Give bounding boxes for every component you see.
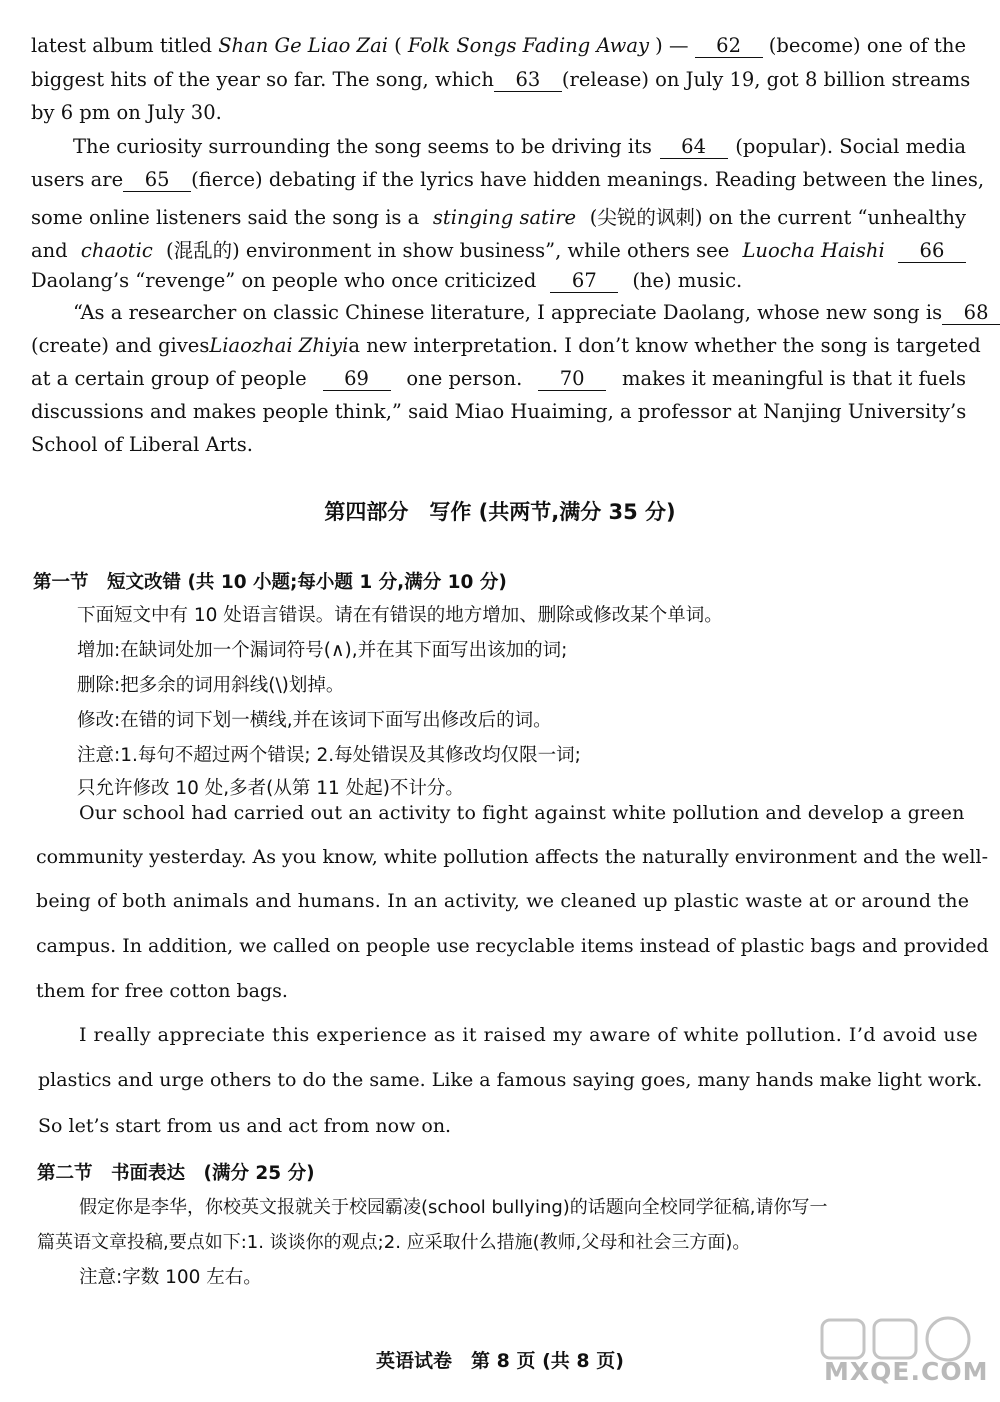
passage-line-6: some online listeners said the song is a stinging satire (尖锐的讽刺) on the current “unhealthy <box>31 206 966 229</box>
watermark-logo <box>816 1314 989 1392</box>
instruction-line: 增加:在缺词处加一个漏词符号(∧),并在其下面写出该加的词; <box>77 640 568 661</box>
correction-text-line: Our school had carried out an activity to fight against white pollution and develop a green <box>79 802 965 824</box>
correction-text-line: plastics and urge others to do the same. Like a famous saying goes, many hands make light work. <box>38 1069 983 1091</box>
passage-line-7: and chaotic (混乱的) environment in show business”, while others see Luocha Haishi 66 <box>31 235 966 263</box>
passage-line-11: at a certain group of people 69 one person. 70 makes it meaningful is that it fuels <box>31 367 966 390</box>
passage-line-13: School of Liberal Arts. <box>31 433 253 456</box>
instruction-line: 下面短文中有 10 处语言错误。请在有错误的地方增加、删除或修改某个单词。 <box>77 605 723 626</box>
passage-line-3: by 6 pm on July 30. <box>31 101 222 124</box>
passage-line-12: discussions and makes people think,” said Miao Huaiming, a professor at Nanjing University’s <box>31 400 967 423</box>
passage-line-9: “As a researcher on classic Chinese literature, I appreciate Daolang, whose new song is 68 <box>73 301 966 325</box>
passage-line-5: users are 65 (fierce) debating if the lyrics have hidden meanings. Reading between the lines, <box>31 168 985 191</box>
blank-63: 63 <box>494 68 562 92</box>
blank-64: 64 <box>660 135 728 159</box>
instruction-line: 只允许修改 10 处,多者(从第 11 处起)不计分。 <box>77 778 464 799</box>
passage-line-10: (create) and gives Liaozhai Zhiyi a new interpretation. I don’t know whether the song is targeted <box>31 334 981 357</box>
passage-line-8: Daolang’s “revenge” on people who once criticized 67 (he) music. <box>31 269 743 292</box>
section1-title: 第一节 短文改错 (共 10 小题;每小题 1 分,满分 10 分) <box>33 572 507 593</box>
passage-line-4: The curiosity surrounding the song seems to be driving its 64 (popular). Social media <box>73 135 966 158</box>
writing-prompt-line: 篇英语文章投稿,要点如下:1. 谈谈你的观点;2. 应采取什么措施(教师,父母和社会三方面)。 <box>37 1232 751 1253</box>
instruction-line: 修改:在错的词下划一横线,并在该词下面写出修改后的词。 <box>77 710 552 731</box>
instruction-line: 注意:1.每句不超过两个错误; 2.每处错误及其修改均仅限一词; <box>77 745 581 766</box>
blank-65: 65 <box>123 168 191 192</box>
correction-text-line: community yesterday. As you know, white pollution affects the naturally environment and the well- <box>36 846 988 868</box>
writing-prompt-line: 假定你是李华，你校英文报就关于校园霸凌(school bullying)的话题向全校同学征稿,请你写一 <box>79 1197 828 1218</box>
blank-67: 67 <box>550 269 618 293</box>
blank-68: 68 <box>942 301 1000 325</box>
page-footer: 英语试卷 第 8 页 (共 8 页) <box>376 1350 624 1372</box>
correction-text-line: I really appreciate this experience as it raised my aware of white pollution. I’d avoid use <box>79 1024 979 1046</box>
blank-66: 66 <box>898 239 966 263</box>
instruction-line: 删除:把多余的词用斜线(\)划掉。 <box>77 675 345 696</box>
correction-text-line: being of both animals and humans. In an activity, we cleaned up plastic waste at or around the <box>36 890 970 912</box>
blank-69: 69 <box>323 367 391 391</box>
blank-62: 62 <box>695 34 763 58</box>
correction-text-line: So let’s start from us and act from now on. <box>38 1115 452 1137</box>
correction-text-line: them for free cotton bags. <box>36 980 288 1002</box>
correction-text-line: campus. In addition, we called on people use recyclable items instead of plastic bags and provided <box>36 935 989 957</box>
passage-line-1: latest album titled Shan Ge Liao Zai ( Folk Songs Fading Away ) — 62 (become) one of the <box>31 34 966 57</box>
watermark-text: MXQE.COM <box>824 1357 989 1386</box>
blank-70: 70 <box>538 367 606 391</box>
part4-title: 第四部分 写作 (共两节,满分 35 分) <box>324 500 676 524</box>
section2-title: 第二节 书面表达 (满分 25 分) <box>37 1163 315 1184</box>
writing-prompt-line: 注意:字数 100 左右。 <box>79 1267 262 1288</box>
passage-line-2: biggest hits of the year so far. The song, which 63 (release) on July 19, got 8 billion streams <box>31 68 971 91</box>
